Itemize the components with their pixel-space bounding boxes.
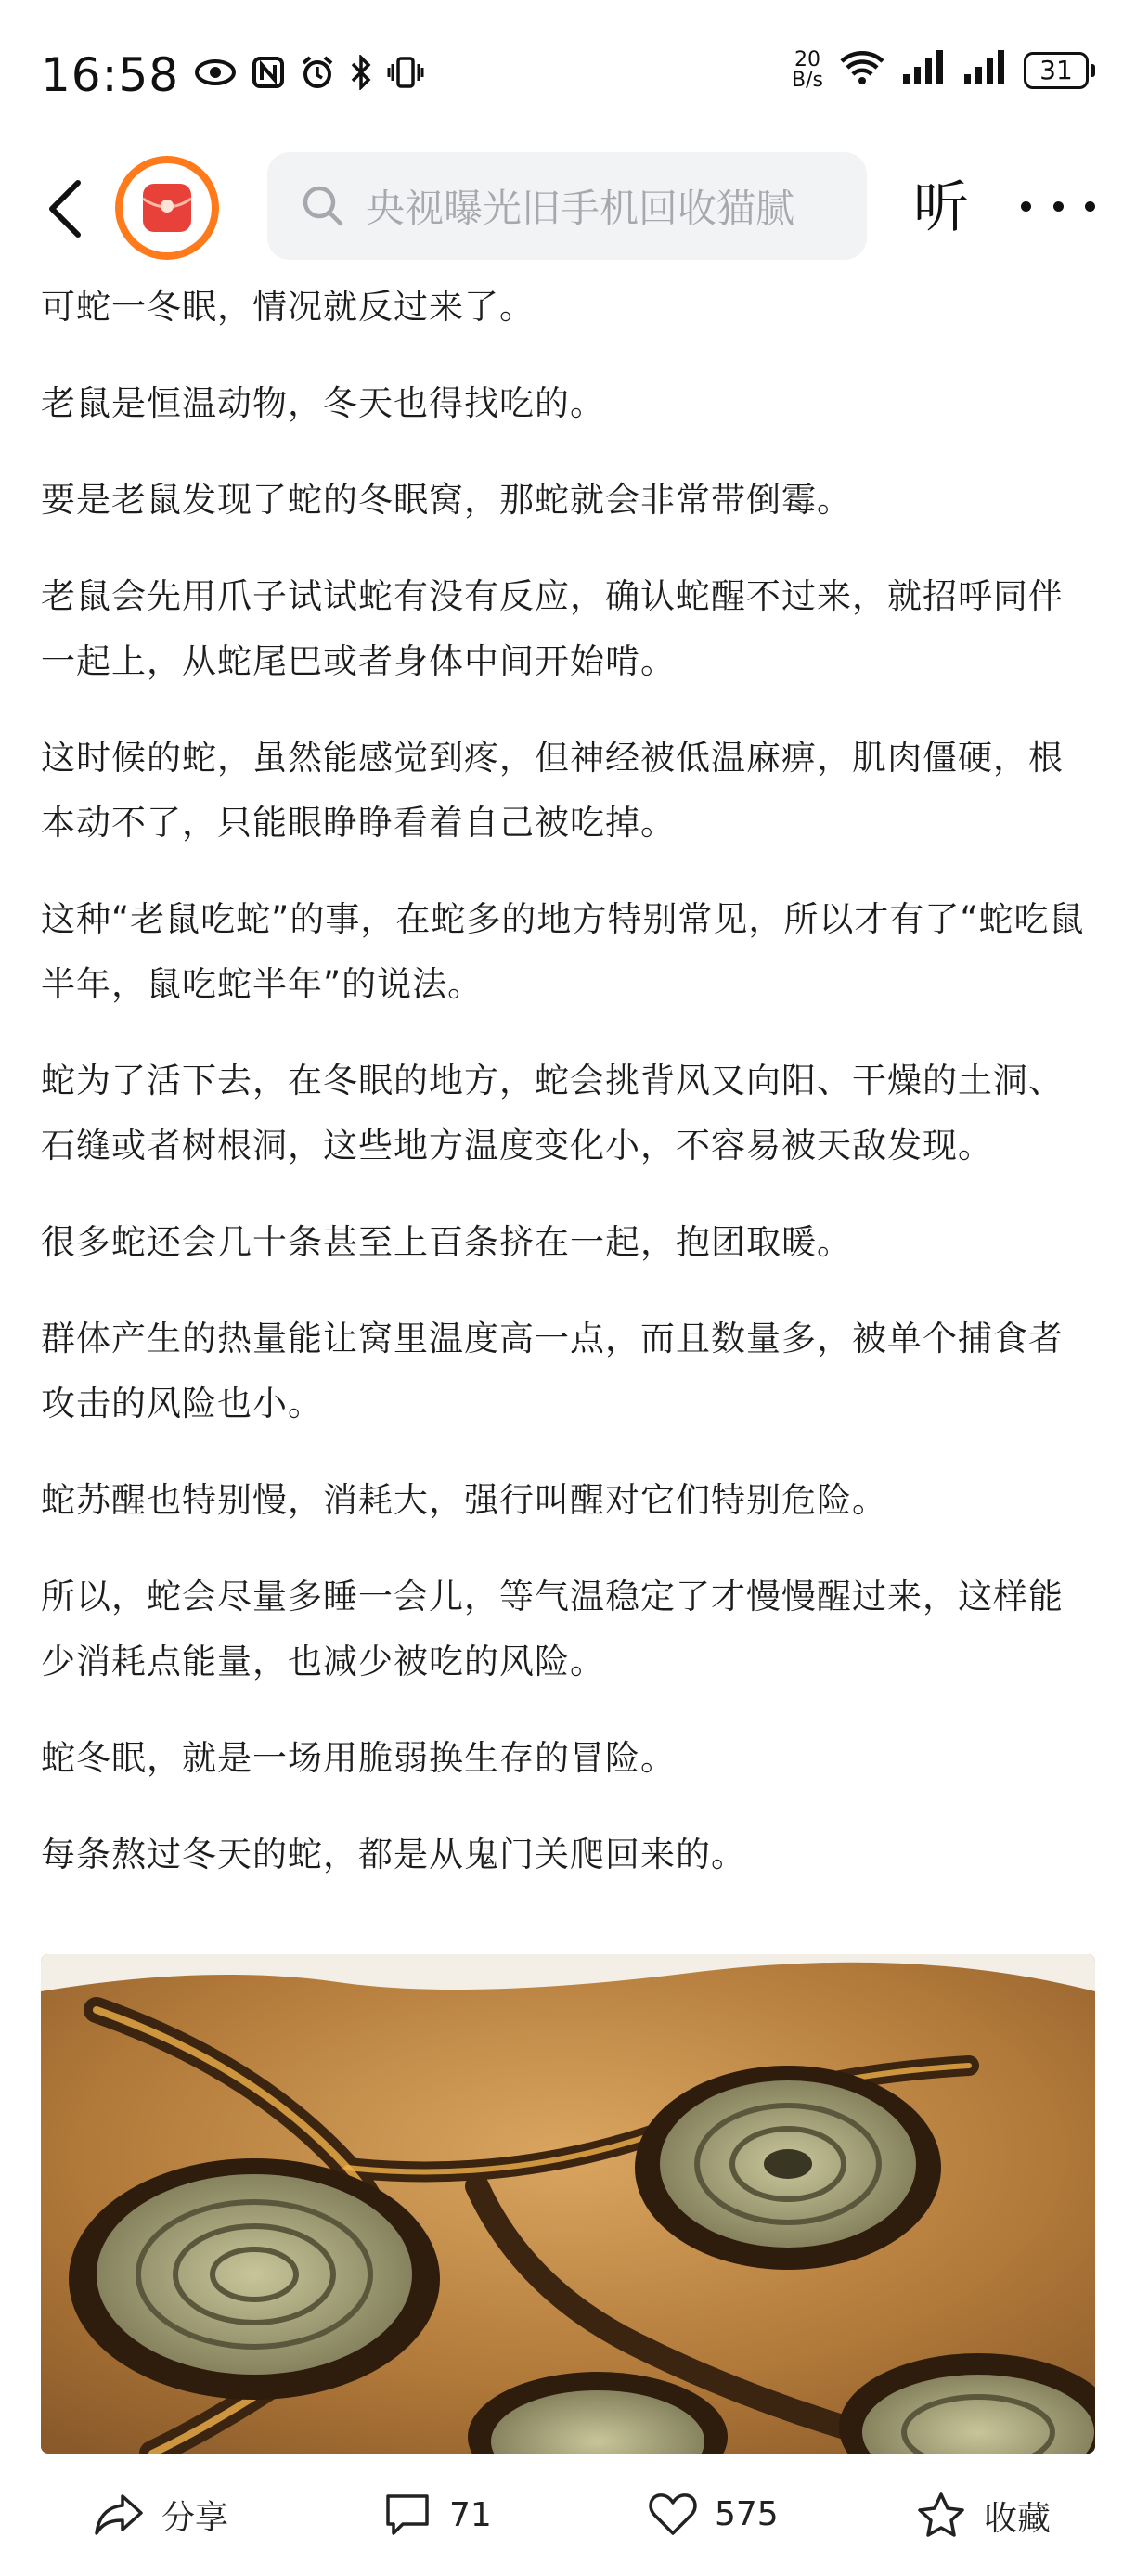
avatar-ring	[123, 163, 212, 252]
more-options-button[interactable]	[1021, 178, 1095, 234]
chevron-left-icon	[46, 179, 84, 238]
like-count: 575	[715, 2494, 779, 2533]
article-paragraph: 很多蛇还会几十条甚至上百条挤在一起，抱团取暖。	[41, 1222, 852, 1262]
bottom-action-bar	[0, 2459, 1136, 2576]
status-left	[41, 48, 424, 102]
more-dot	[1021, 201, 1031, 212]
star-icon	[915, 2491, 967, 2541]
favorite-button[interactable]	[915, 2491, 1051, 2541]
article-paragraph: 老鼠是恒温动物，冬天也得找吃的。	[41, 383, 605, 423]
net-speed	[792, 47, 823, 92]
share-button[interactable]	[93, 2491, 228, 2539]
top-nav-bar	[0, 148, 1136, 269]
article-paragraph: 蛇为了活下去，在冬眠的地方，蛇会挑背风又向阳、干燥的土洞、石缝或者树根洞，这些地方温度变化小，不容易被天敌发现。	[41, 1061, 1064, 1166]
share-label: 分享	[161, 2498, 229, 2537]
bluetooth-icon	[350, 55, 372, 97]
article-paragraph: 每条熬过冬天的蛇，都是从鬼门关爬回来的。	[41, 1835, 746, 1874]
article-paragraph: 蛇冬眠，就是一场用脆弱换生存的冒险。	[41, 1738, 676, 1778]
alarm-icon	[300, 55, 335, 97]
signal-icon-1	[901, 48, 948, 92]
battery-icon	[1024, 52, 1095, 89]
article-paragraph: 所以，蛇会尽量多睡一会儿，等气温稳定了才慢慢醒过来，这样能少消耗点能量，也减少被吃的风险。	[41, 1577, 1064, 1681]
red-envelope-icon	[137, 178, 197, 238]
net-speed-value: 20	[794, 47, 821, 71]
article-paragraph: 可蛇一冬眠，情况就反过来了。	[41, 287, 535, 327]
article-paragraph: 群体产生的热量能让窝里温度高一点，而且数量多，被单个捕食者攻击的风险也小。	[41, 1319, 1064, 1423]
heart-icon	[648, 2491, 698, 2537]
back-button[interactable]	[37, 181, 93, 237]
comment-icon	[382, 2491, 432, 2539]
signal-icon-2	[962, 48, 1009, 92]
comment-button[interactable]	[382, 2491, 492, 2539]
share-icon	[93, 2491, 145, 2539]
more-dot	[1053, 201, 1064, 212]
vibrate-icon	[387, 55, 424, 97]
nfc-icon	[252, 56, 285, 96]
article-paragraph: 蛇苏醒也特别慢，消耗大，强行叫醒对它们特别危险。	[41, 1480, 887, 1520]
favorite-label: 收藏	[984, 2499, 1052, 2538]
article-paragraph: 这种“老鼠吃蛇”的事，在蛇多的地方特别常见，所以才有了“蛇吃鼠半年，鼠吃蛇半年”的说法。	[41, 899, 1085, 1004]
article-paragraph: 这时候的蛇，虽然能感觉到疼，但神经被低温麻痹，肌肉僵硬，根本动不了，只能眼睁睁看着自己被吃掉。	[41, 738, 1064, 843]
comment-count: 71	[449, 2495, 492, 2534]
battery-tip	[1091, 64, 1095, 77]
net-speed-unit: B/s	[792, 68, 823, 92]
battery-level: 31	[1024, 52, 1089, 89]
hibernating-snakes-illustration	[41, 1954, 1095, 2454]
wifi-icon	[838, 48, 886, 92]
article-paragraph: 要是老鼠发现了蛇的冬眠窝，那蛇就会非常带倒霉。	[41, 480, 852, 520]
eye-icon	[194, 57, 237, 95]
status-right	[792, 48, 1095, 92]
like-button[interactable]	[648, 2491, 779, 2537]
search-input[interactable]	[267, 152, 867, 260]
status-time: 16:58	[41, 48, 180, 102]
search-icon	[301, 184, 345, 228]
listen-button[interactable]: 听	[913, 175, 969, 240]
app-avatar[interactable]	[115, 156, 219, 260]
search-placeholder: 央视曝光旧手机回收猫腻	[366, 186, 795, 231]
article-body	[41, 275, 1095, 1919]
article-paragraph: 老鼠会先用爪子试试蛇有没有反应，确认蛇醒不过来，就招呼同伴一起上，从蛇尾巴或者身体中间开始啃。	[41, 576, 1064, 681]
more-dot	[1085, 201, 1095, 212]
article-image[interactable]	[41, 1954, 1095, 2454]
status-bar	[0, 0, 1136, 148]
